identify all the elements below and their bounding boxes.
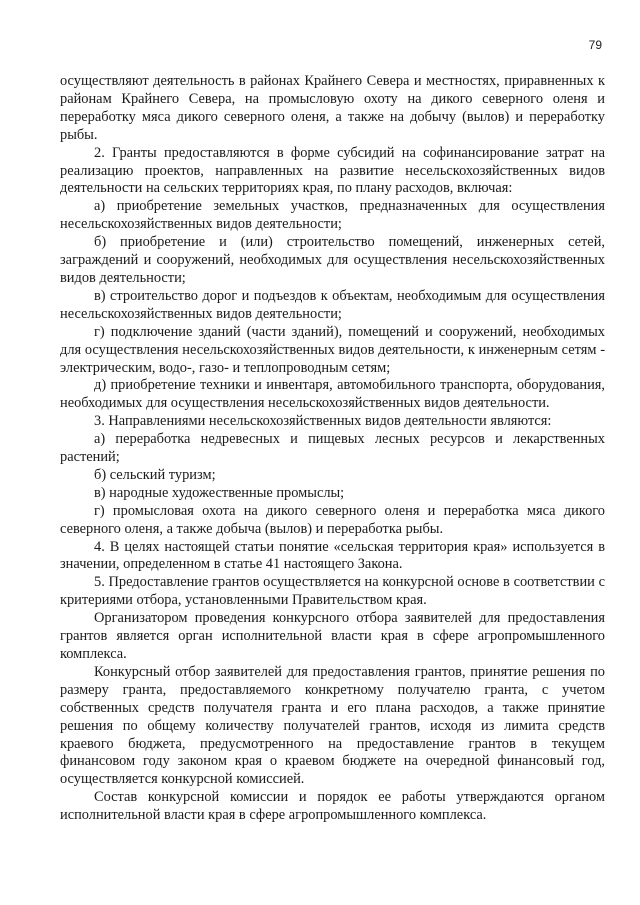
paragraph-item-3a: а) переработка недревесных и пищевых лесных ресурсов и лекарственных растений; [60, 431, 605, 466]
paragraph-item-2d: д) приобретение техники и инвентаря, автомобильного транспорта, оборудования, необходимых для осуществления несельскохозяйственных видов деятельности. [60, 377, 605, 412]
paragraph-item-3: 3. Направлениями несельскохозяйственных видов деятельности являются: [94, 413, 552, 430]
page-number: 79 [588, 38, 602, 52]
paragraph-item-2a: а) приобретение земельных участков, предназначенных для осуществления несельскохозяйственных видов деятельности; [60, 198, 605, 233]
paragraph-continuation: осуществляют деятельность в районах Крайнего Севера и местностях, приравненных к районам Крайнего Севера, на промысловую охоту на дикого северного оленя и переработку мяса дикого северного оленя, а также на добычу (вылов) и переработку рыбы. [60, 73, 605, 143]
paragraph-commission: Состав конкурсной комиссии и порядок ее работы утверждаются органом исполнительной власти края в сфере агропромышленного комплекса. [60, 789, 605, 824]
paragraph-item-4: 4. В целях настоящей статьи понятие «сельская территория края» используется в значении, определенном в статье 41 настоящего Закона. [60, 538, 605, 573]
paragraph-organizer: Организатором проведения конкурсного отбора заявителей для предоставления грантов является орган исполнительной власти края в сфере агропромышленного комплекса. [60, 610, 605, 662]
paragraph-item-5: 5. Предоставление грантов осуществляется на конкурсной основе в соответствии с критериями отбора, установленными Правительством края. [60, 574, 605, 609]
paragraph-item-3g: г) промысловая охота на дикого северного оленя и переработка мяса дикого северного оленя, а также добыча (вылов) и переработка рыбы. [60, 502, 605, 537]
paragraph-item-2g: г) подключение зданий (части зданий), помещений и сооружений, необходимых для осуществления несельскохозяйственных видов деятельности, к инженерным сетям - электрическим, водо-, газо- и теплопроводным сетям; [60, 323, 605, 376]
paragraph-item-3v: в) народные художественные промыслы; [94, 484, 345, 501]
paragraph-item-2v: в) строительство дорог и подъездов к объектам, необходимым для осуществления несельскохозяйственных видов деятельности; [60, 287, 605, 322]
document-body [60, 73, 605, 825]
paragraph-item-2: 2. Гранты предоставляются в форме субсидий на софинансирование затрат на реализацию проектов, направленных на развитие несельскохозяйственных видов деятельности на сельских территориях края, по плану расходов, включая: [60, 144, 605, 197]
paragraph-item-3b: б) сельский туризм; [94, 466, 216, 483]
paragraph-competition: Конкурсный отбор заявителей для предоставления грантов, принятие решения по размеру гранта, предоставляемого конкретному получателю гранта, с учетом собственных средств получателя гранта и его плана расходов, а также принятие решения по общему количеству получателей грантов, исходя из лимита средств краевого бюджета, предусмотренного на предоставление грантов в текущем финансовом году законом края о краевом бюджете на очередной финансовый год, осуществляется конкурсной комиссией. [60, 663, 605, 788]
paragraph-item-2b: б) приобретение и (или) строительство помещений, инженерных сетей, заграждений и сооружений, необходимых для осуществления несельскохозяйственных видов деятельности; [60, 234, 605, 286]
